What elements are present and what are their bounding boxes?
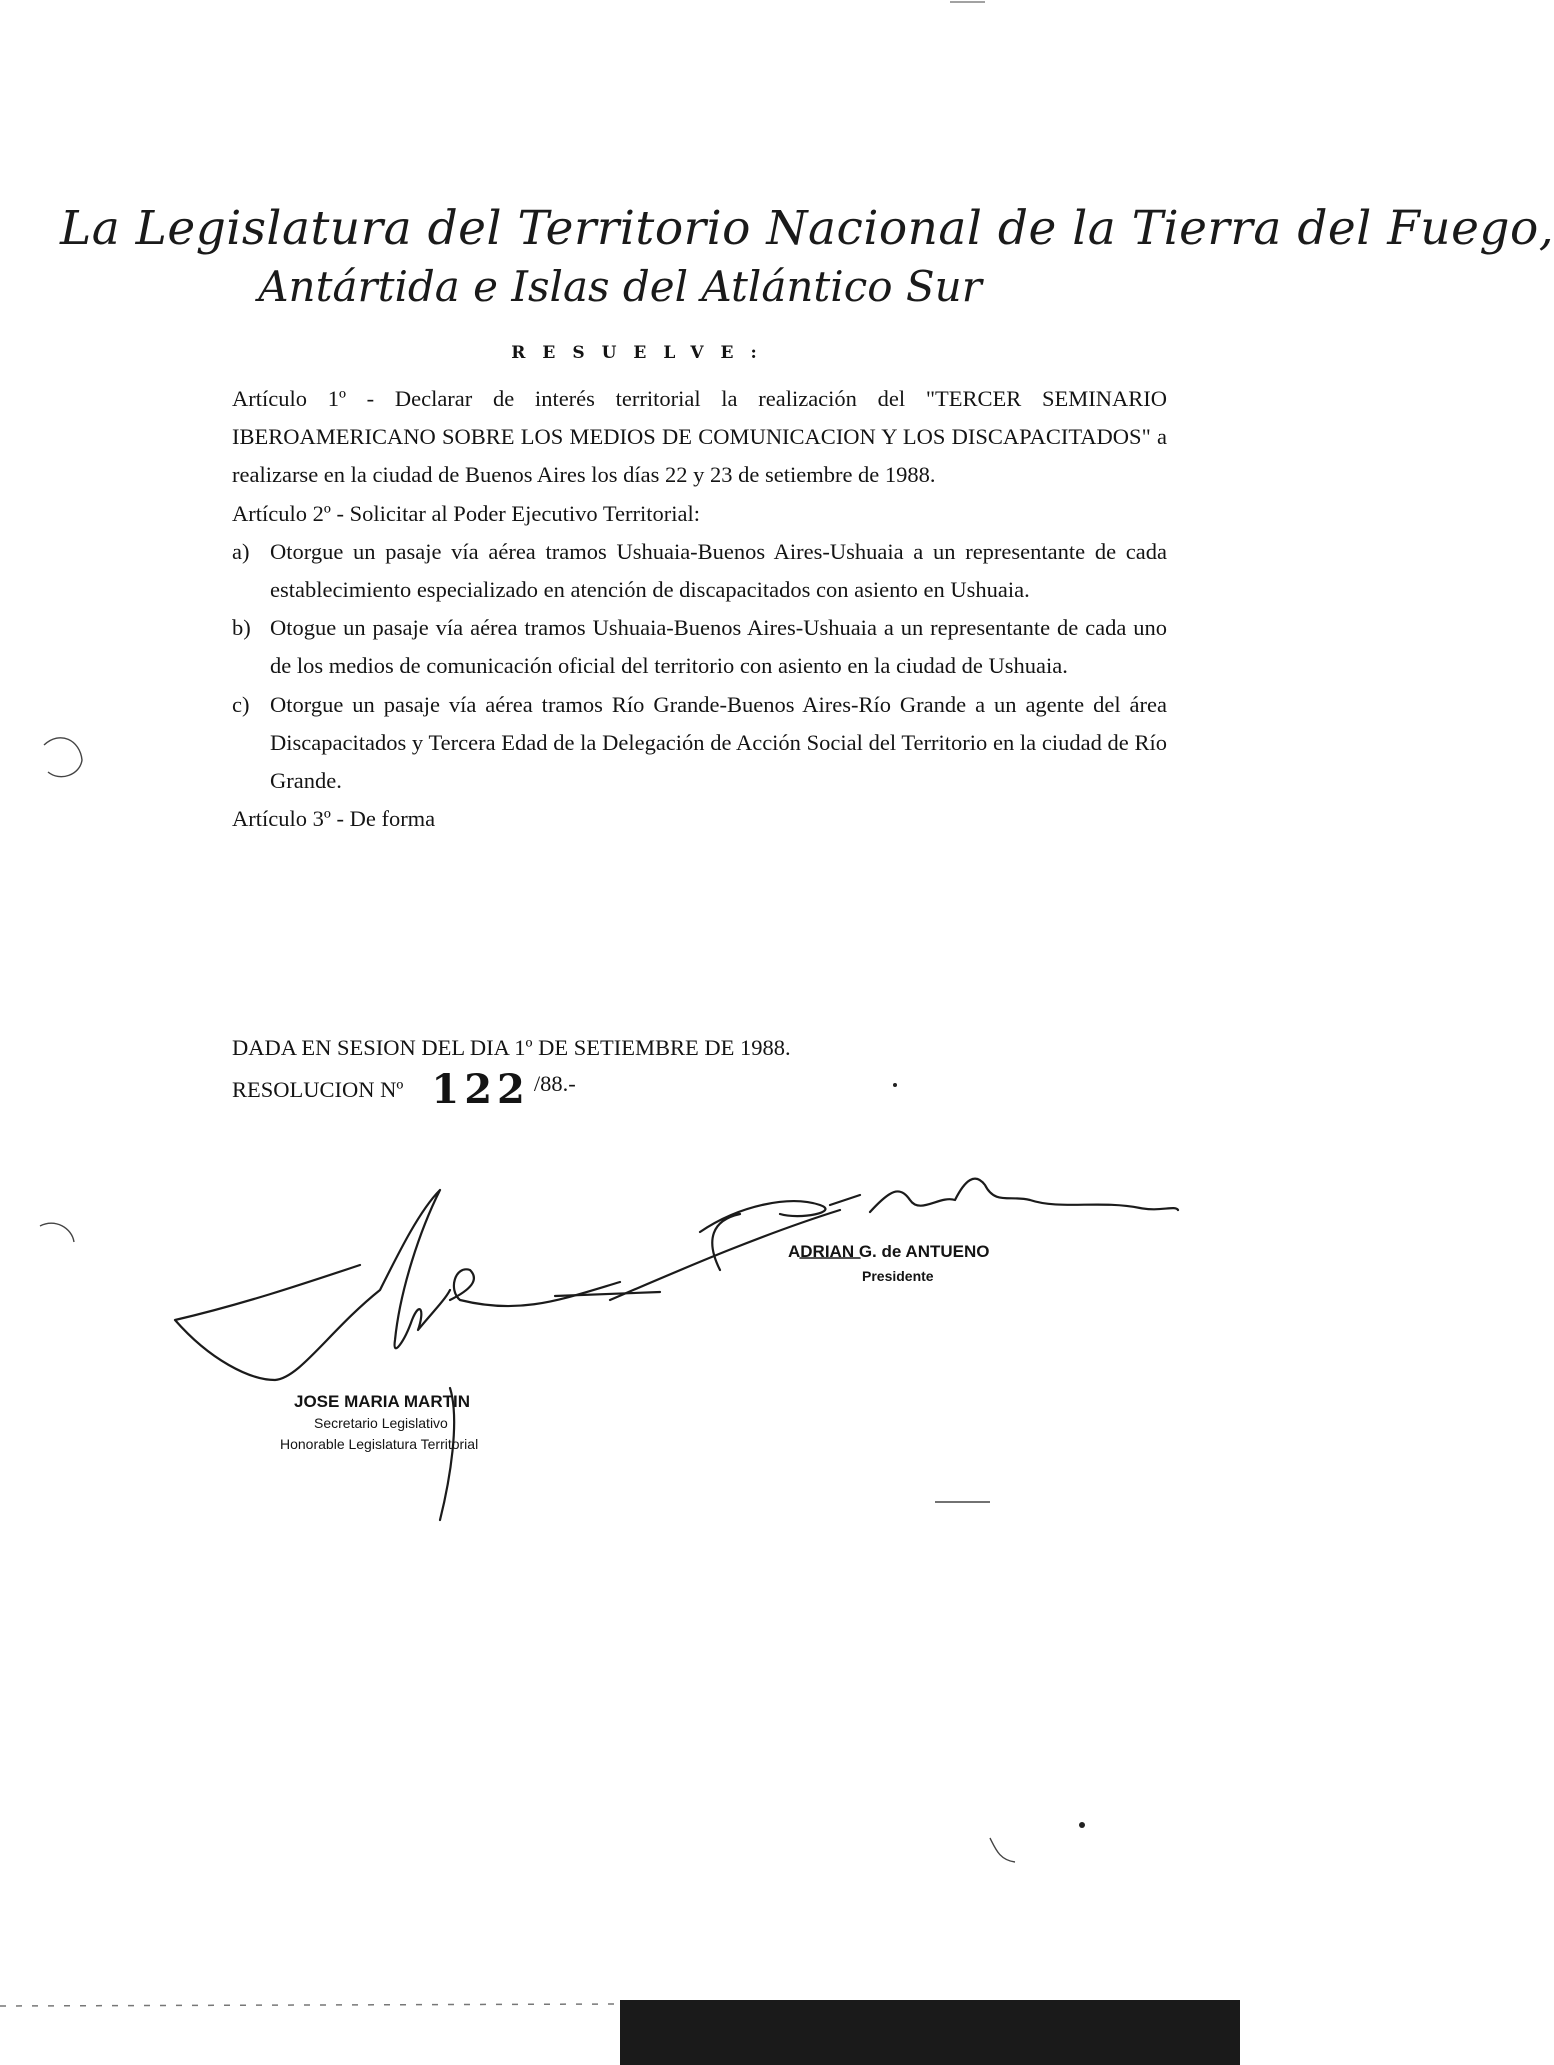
item-marker: a) [232,538,250,564]
secretary-name: JOSE MARIA MARTIN [294,1392,470,1411]
article-3-label: Artículo 3º [232,806,331,832]
secretary-organization: Honorable Legislatura Territorial [280,1436,479,1452]
session-date: DADA EN SESION DEL DIA 1º DE SETIEMBRE DE 1988. [232,1035,791,1060]
item-text: Otogue un pasaje vía aérea tramos Ushuaia-Buenos Aires-Ushuaia a un representante de cada uno de los medios de comunicación oficial del territorio con asiento en la ciudad de Ushuaia. [270,615,1167,679]
item-text: Otorgue un pasaje vía aérea tramos Ushuaia-Buenos Aires-Ushuaia a un representante de cada establecimiento especializado en atención de discapacitados con asiento en Ushuaia. [270,538,1167,603]
resuelve-heading: RESUELVE: [511,343,774,363]
article-1-text: - Declarar de interés territorial la realización del "TERCER SEMINARIO IBEROAMERICANO SOBRE LOS MEDIOS DE COMUNICACION Y LOS DISCAPACITADOS" a realizarse en la ciudad de Buenos Aires los días 22 y 23 de setiembre de 1988. [232,386,1167,488]
article-1-label: Artículo 1º [232,386,346,411]
secretary-title: Secretario Legislativo [314,1415,448,1431]
article-2-label: Artículo 2º [232,500,331,526]
letterhead-line-2: Antártida e Islas del Atlántico Sur [258,262,982,311]
item-text: Otorgue un pasaje vía aérea tramos Río Grande-Buenos Aires-Río Grande a un agente del área Discapacitados y Tercera Edad de la Delegación de Acción Social del Territorio en la ciudad de Río Grande. [270,691,1167,794]
president-name: ADRIAN G. de ANTUENO [788,1242,990,1261]
article-3-text: - De forma [336,806,436,832]
letterhead-line-1: La Legislatura del Territorio Nacional de la Tierra del Fuego, [60,201,1554,256]
scan-bottom-shadow [620,2000,1240,2065]
resolution-label: RESOLUCION Nº [232,1077,404,1102]
president-title: Presidente [862,1268,934,1284]
item-marker: b) [232,615,251,641]
item-marker: c) [232,691,250,717]
article-2-text: - Solicitar al Poder Ejecutivo Territorial: [336,500,700,526]
resolution-number: 122 [431,1066,530,1113]
resolution-year: /88.- [533,1071,576,1096]
